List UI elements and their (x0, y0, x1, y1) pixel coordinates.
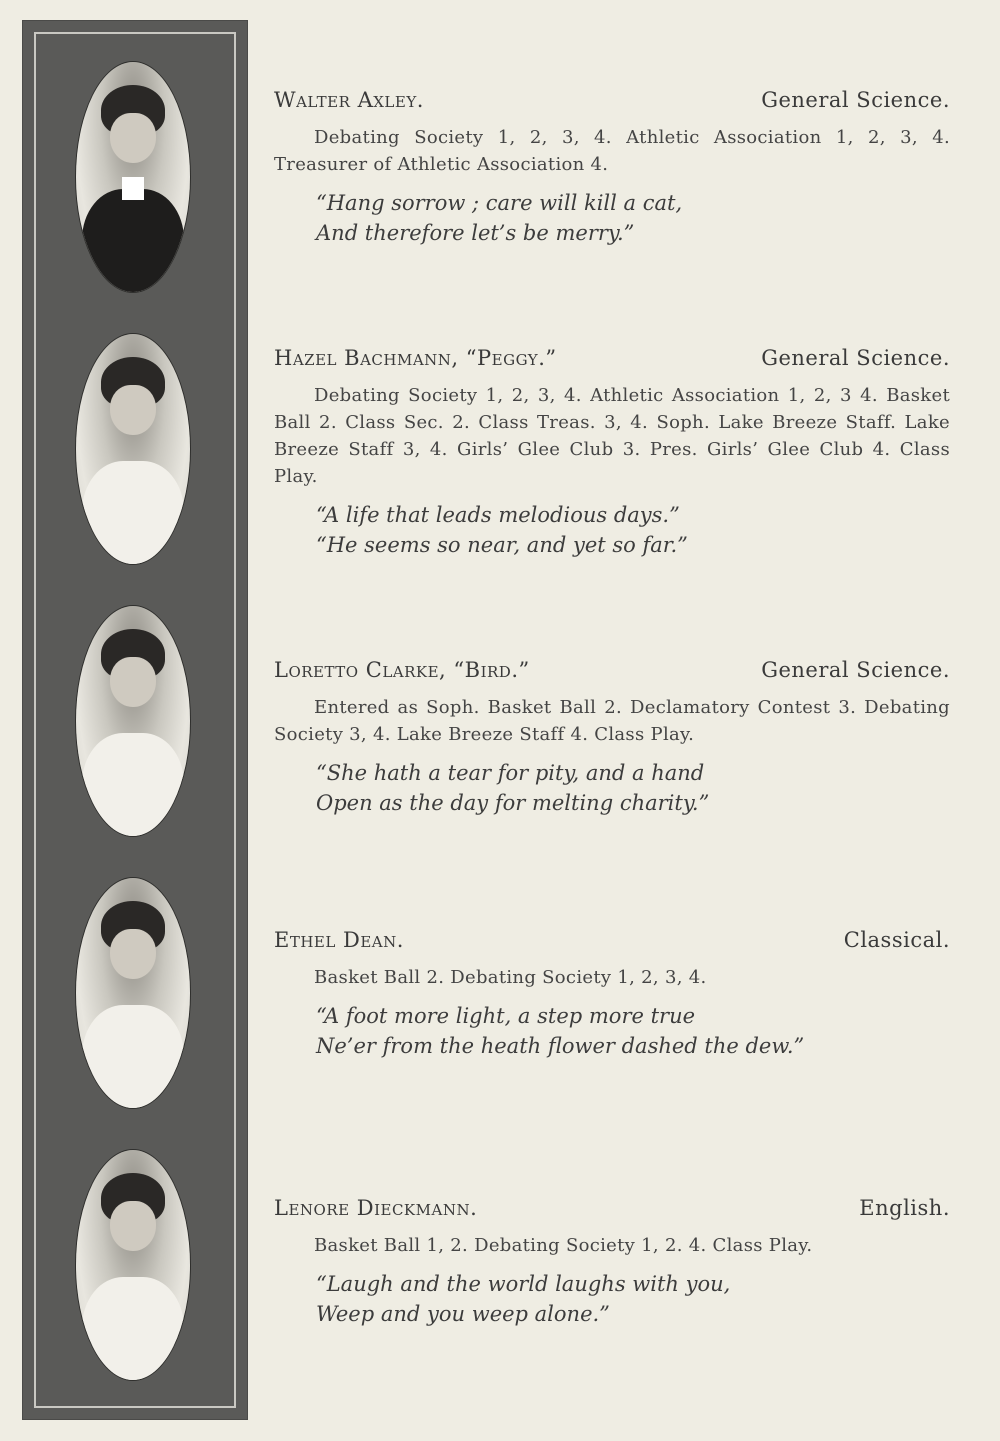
student-name: Lenore Dieckmann. (274, 1196, 478, 1220)
portrait-walter-axley (76, 62, 190, 292)
quote-line: “A life that leads melodious days.” (316, 503, 680, 527)
entry-loretto-clarke (274, 658, 950, 818)
course-name: Classical. (843, 928, 950, 952)
activities-text: Debating Society 1, 2, 3, 4. Athletic Association 1, 2, 3, 4. Treasurer of Athletic Association 4. (274, 127, 950, 175)
quote (316, 758, 950, 818)
course-name: General Science. (761, 658, 950, 682)
student-name: Hazel Bachmann, “Peggy.” (274, 346, 557, 370)
portrait-hazel-bachmann (76, 334, 190, 564)
student-name: Walter Axley. (274, 88, 424, 112)
quote-line: “Hang sorrow ; care will kill a cat, (316, 191, 683, 215)
activities-text: Entered as Soph. Basket Ball 2. Declamatory Contest 3. Debating Society 3, 4. Lake Breeze Staff 4. Class Play. (274, 697, 950, 745)
portrait-strip (22, 20, 248, 1420)
entry-lenore-dieckmann (274, 1196, 950, 1329)
entry-walter-axley (274, 88, 950, 248)
quote-line: “He seems so near, and yet so far.” (316, 533, 688, 557)
activities-text: Basket Ball 2. Debating Society 1, 2, 3, 4. (314, 967, 707, 988)
course-name: English. (859, 1196, 950, 1220)
entry-hazel-bachmann (274, 346, 950, 560)
portrait-loretto-clarke (76, 606, 190, 836)
quote-line: Weep and you weep alone.” (316, 1302, 610, 1326)
quote-line: “A foot more light, a step more true (316, 1004, 696, 1028)
quote-line: “Laugh and the world laughs with you, (316, 1272, 731, 1296)
quote-line: Ne’er from the heath flower dashed the dew.” (316, 1034, 805, 1058)
student-name: Ethel Dean. (274, 928, 404, 952)
portrait-lenore-dieckmann (76, 1150, 190, 1380)
student-name: Loretto Clarke, “Bird.” (274, 658, 530, 682)
quote-line: Open as the day for melting charity.” (316, 791, 710, 815)
quote (316, 1001, 950, 1061)
quote-line: “She hath a tear for pity, and a hand (316, 761, 705, 785)
activities-text: Debating Society 1, 2, 3, 4. Athletic Association 1, 2, 3 4. Basket Ball 2. Class Sec. 2. Class Treas. 3, 4. Soph. Lake Breeze Staff. Lake Breeze Staff 3, 4. Girls’ Glee Club 3. Pres. Girls’ Glee Club 4. Class Play. (274, 385, 950, 487)
quote (316, 500, 950, 560)
quote-line: And therefore let’s be merry.” (316, 221, 635, 245)
quote (316, 1269, 950, 1329)
quote (316, 188, 950, 248)
activities-text: Basket Ball 1, 2. Debating Society 1, 2. 4. Class Play. (314, 1235, 813, 1256)
entry-ethel-dean (274, 928, 950, 1061)
portrait-ethel-dean (76, 878, 190, 1108)
course-name: General Science. (761, 346, 950, 370)
course-name: General Science. (761, 88, 950, 112)
